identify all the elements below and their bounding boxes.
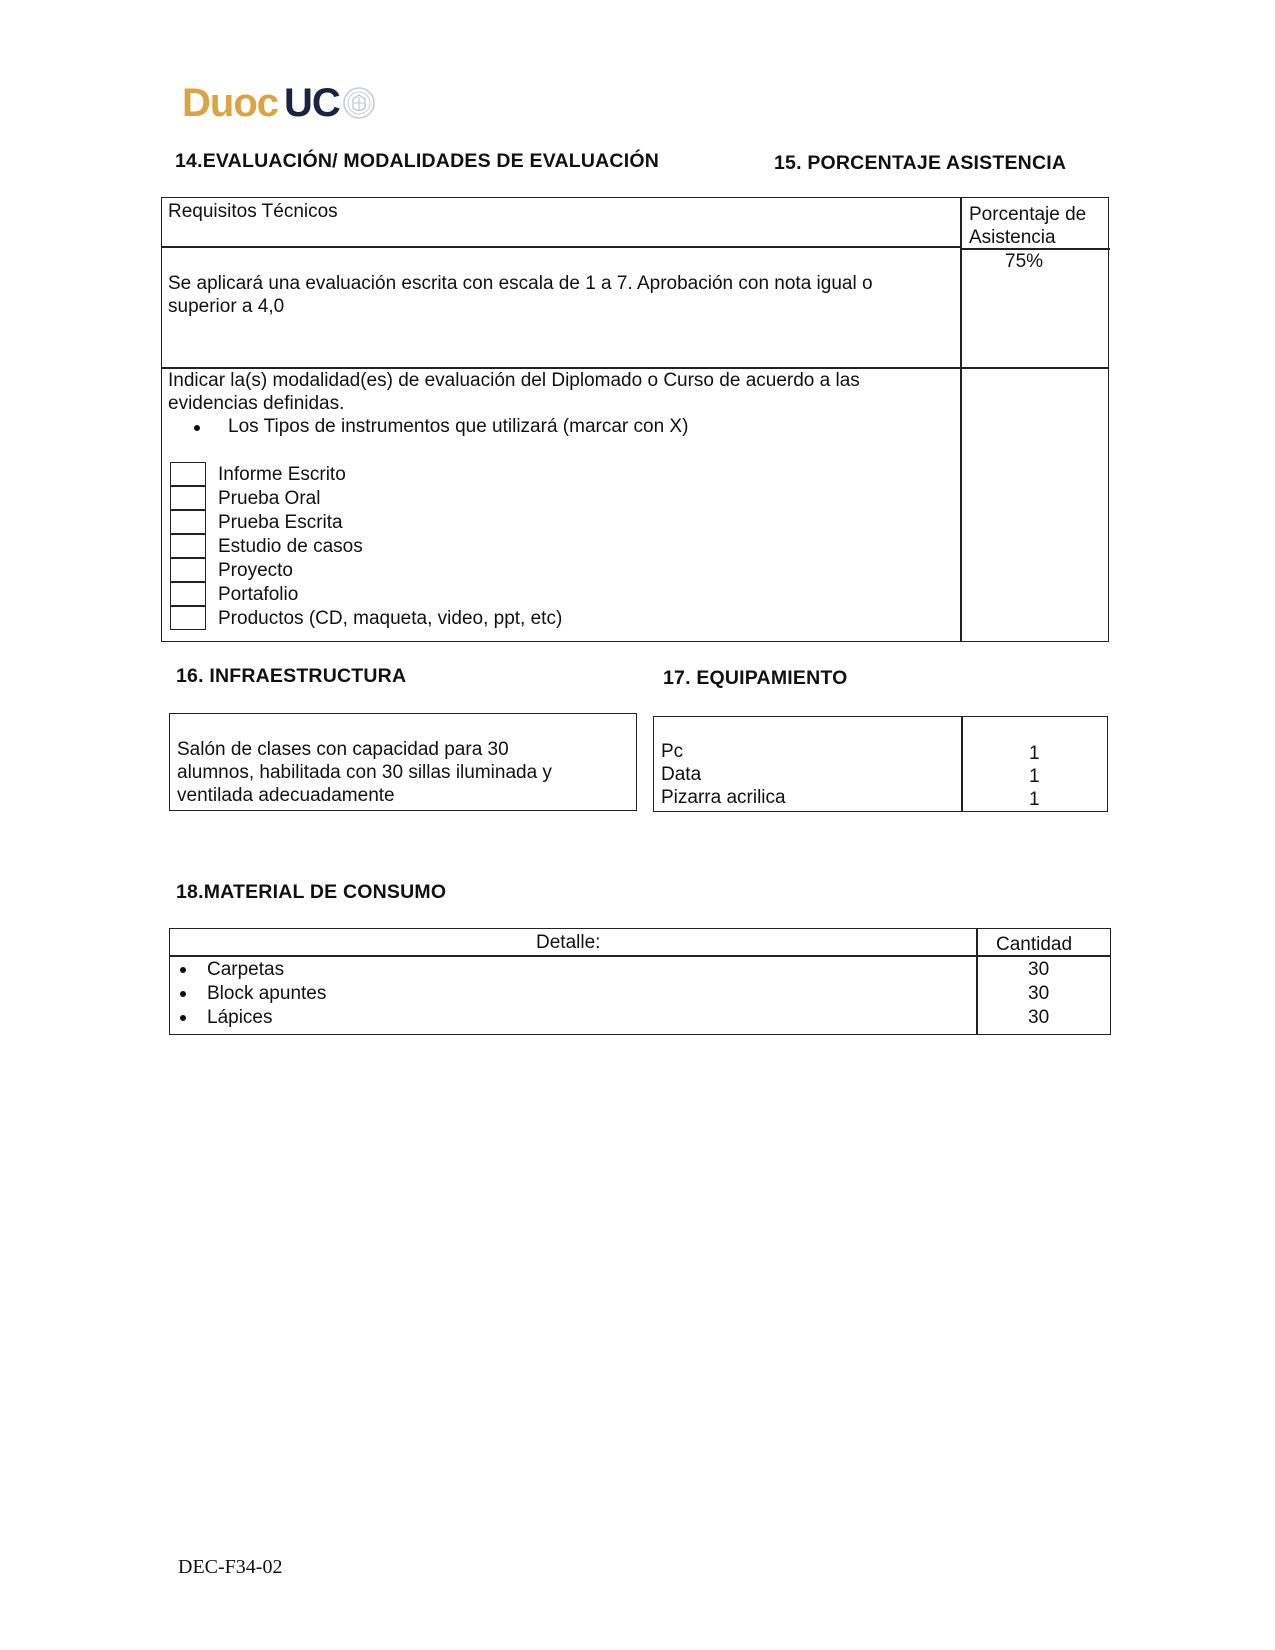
modalidad-line1: Indicar la(s) modalidad(es) de evaluación del Diplomado o Curso de acuerdo a las: [168, 370, 860, 391]
equip-qty: 1: [1029, 766, 1040, 787]
material-name: Block apuntes: [207, 983, 327, 1004]
row-divider: [170, 955, 1110, 957]
infraestructura-box: [169, 713, 637, 811]
row-divider: [162, 246, 960, 248]
porcentaje-value: 75%: [1005, 251, 1044, 272]
evaluation-table: [161, 197, 1109, 642]
modalidad-line2: evidencias definidas.: [168, 393, 345, 414]
checkbox-proyecto[interactable]: [170, 558, 206, 582]
material-name: Carpetas: [207, 959, 285, 980]
instrument-label: Informe Escrito: [218, 464, 346, 485]
material-name: Lápices: [207, 1007, 273, 1028]
cantidad-header: Cantidad: [996, 934, 1073, 955]
instrument-label: Proyecto: [218, 560, 293, 581]
material-consumo-table: [169, 928, 1111, 1035]
requisitos-header: Requisitos Técnicos: [168, 201, 338, 222]
material-qty: 30: [1028, 959, 1050, 980]
document-code: DEC-F34-02: [178, 1556, 283, 1578]
material-qty: 30: [1028, 983, 1050, 1004]
material-qty: 30: [1028, 1007, 1050, 1028]
equipamiento-table: [653, 716, 1108, 812]
checkbox-portafolio[interactable]: [170, 582, 206, 606]
section-16-title: 16. INFRAESTRUCTURA: [176, 665, 407, 687]
section-17-title: 17. EQUIPAMIENTO: [663, 667, 848, 689]
equip-name: Pizarra acrilica: [661, 787, 786, 808]
checkbox-informe-escrito[interactable]: [170, 462, 206, 486]
checkbox-prueba-escrita[interactable]: [170, 510, 206, 534]
infra-line3: ventilada adecuadamente: [177, 785, 395, 806]
evaluation-text-line1: Se aplicará una evaluación escrita con escala de 1 a 7. Aprobación con nota igual o: [168, 273, 873, 294]
section-14-title: 14.EVALUACIÓN/ MODALIDADES DE EVALUACIÓN: [175, 150, 659, 172]
equip-qty: 1: [1029, 789, 1040, 810]
checkbox-productos[interactable]: [170, 606, 206, 630]
instrument-label: Portafolio: [218, 584, 299, 605]
section-15-title: 15. PORCENTAJE ASISTENCIA: [774, 152, 1067, 174]
logo-duoc-text: Duoc: [182, 80, 278, 125]
infra-line1: Salón de clases con capacidad para 30: [177, 739, 509, 760]
infra-line2: alumnos, habilitada con 30 sillas iluminada y: [177, 762, 552, 783]
bullet-icon: [180, 1015, 186, 1021]
column-divider: [960, 198, 962, 641]
column-divider: [961, 717, 963, 811]
checkbox-estudio-de-casos[interactable]: [170, 534, 206, 558]
instrument-label: Estudio de casos: [218, 536, 363, 557]
university-seal-icon: [342, 86, 376, 120]
bullet-icon: [180, 991, 186, 997]
porcentaje-header-line1: Porcentaje de: [969, 204, 1087, 225]
column-divider: [976, 929, 978, 1034]
equip-name: Data: [661, 764, 702, 785]
equip-qty: 1: [1029, 743, 1040, 764]
evaluation-text-line2: superior a 4,0: [168, 296, 285, 317]
instrumentos-bullet-text: Los Tipos de instrumentos que utilizará (marcar con X): [228, 416, 689, 437]
instrument-label: Prueba Escrita: [218, 512, 343, 533]
logo-uc-text: UC: [284, 80, 340, 125]
bullet-icon: [194, 425, 200, 431]
instrument-label: Productos (CD, maqueta, video, ppt, etc): [218, 608, 563, 629]
section-18-title: 18.MATERIAL DE CONSUMO: [176, 881, 447, 903]
porcentaje-header-line2: Asistencia: [969, 227, 1056, 248]
detalle-header: Detalle:: [536, 932, 601, 953]
instrument-label: Prueba Oral: [218, 488, 321, 509]
duoc-uc-logo: [182, 78, 376, 128]
checkbox-prueba-oral[interactable]: [170, 486, 206, 510]
equip-name: Pc: [661, 741, 684, 762]
bullet-icon: [180, 967, 186, 973]
